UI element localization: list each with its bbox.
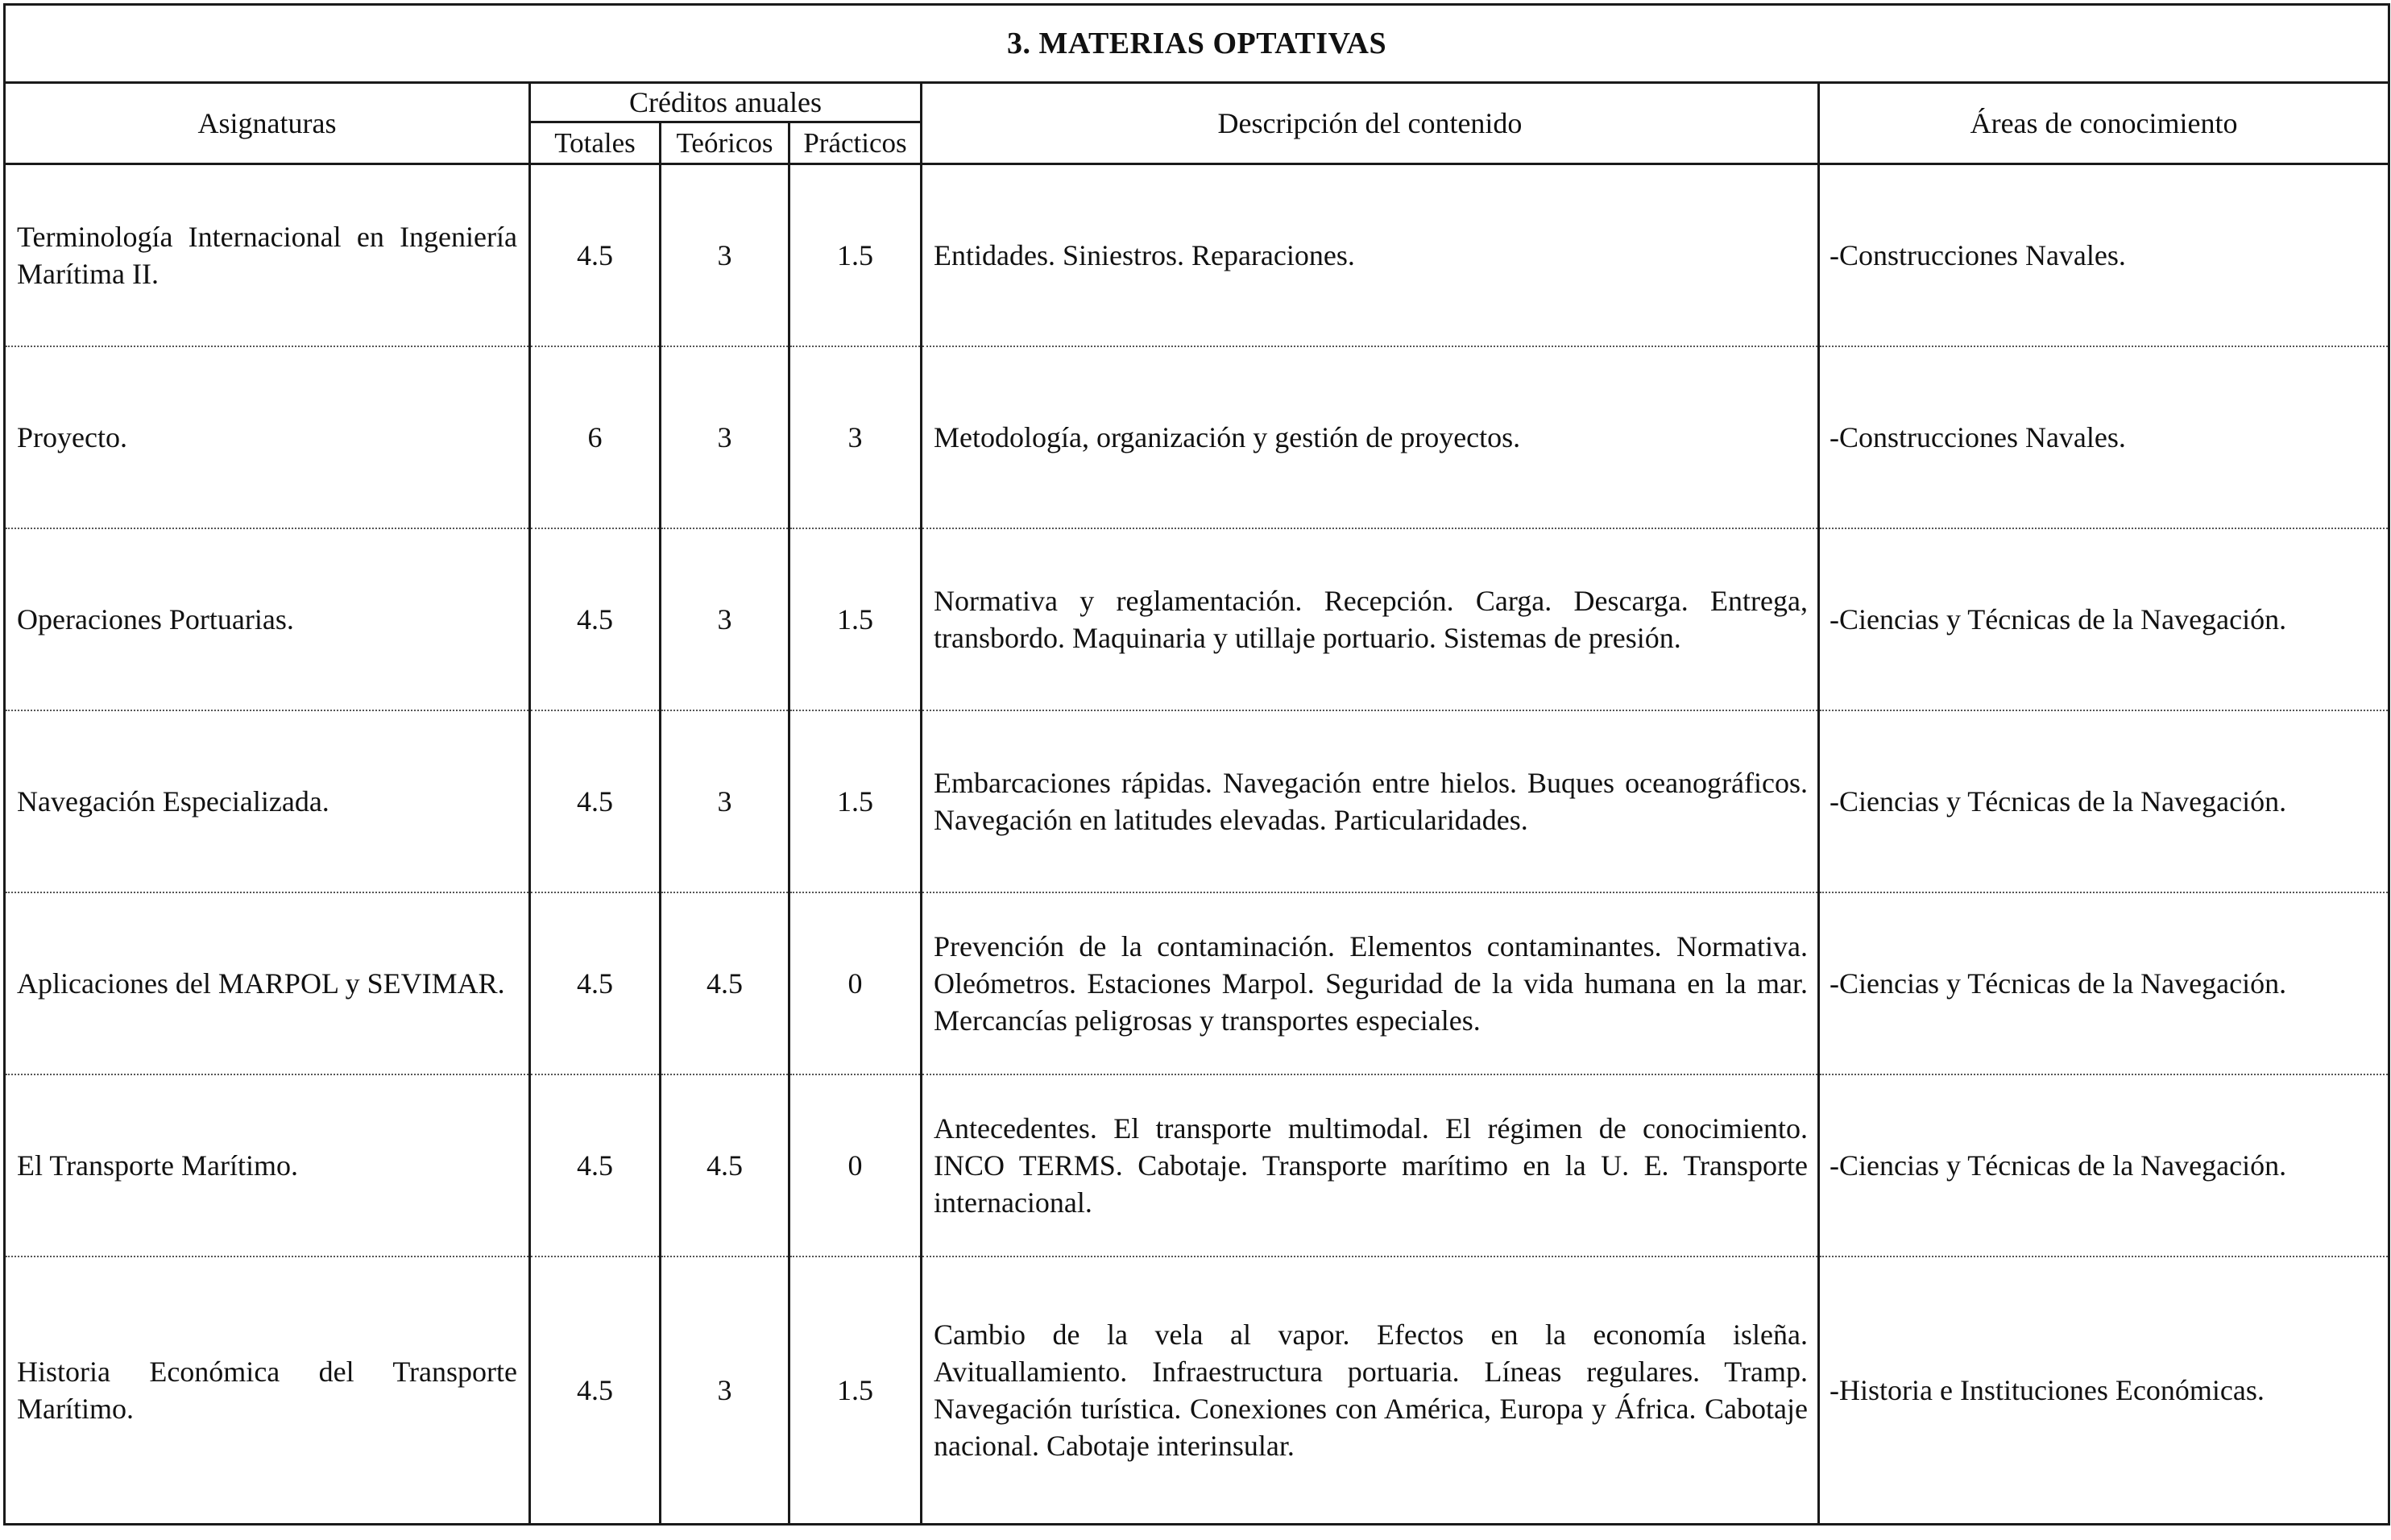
header-totales: Totales bbox=[530, 122, 661, 164]
credits-totales: 4.5 bbox=[530, 1256, 661, 1525]
credits-teoricos: 3 bbox=[661, 528, 789, 710]
credits-totales: 4.5 bbox=[530, 892, 661, 1074]
table-row bbox=[5, 1256, 2389, 1525]
materias-optativas-table bbox=[3, 3, 2390, 1526]
knowledge-area: -Ciencias y Técnicas de la Navegación. bbox=[1819, 1074, 2389, 1256]
content-description: Normativa y reglamentación. Recepción. Carga. Descarga. Entrega, transbordo. Maquinaria y utillaje portuario. Sistemas de presión. bbox=[922, 528, 1819, 710]
credits-practicos: 1.5 bbox=[789, 528, 922, 710]
knowledge-area: -Ciencias y Técnicas de la Navegación. bbox=[1819, 710, 2389, 892]
subject-name: Proyecto. bbox=[5, 346, 530, 528]
header-practicos: Prácticos bbox=[789, 122, 922, 164]
knowledge-area: -Construcciones Navales. bbox=[1819, 164, 2389, 346]
credits-teoricos: 4.5 bbox=[661, 892, 789, 1074]
credits-practicos: 1.5 bbox=[789, 710, 922, 892]
credits-practicos: 0 bbox=[789, 892, 922, 1074]
header-asignaturas: Asignaturas bbox=[5, 83, 530, 164]
credits-teoricos: 3 bbox=[661, 164, 789, 346]
header-creditos-anuales: Créditos anuales bbox=[530, 83, 922, 122]
table-row bbox=[5, 710, 2389, 892]
subject-name: El Transporte Marítimo. bbox=[5, 1074, 530, 1256]
header-teoricos: Teóricos bbox=[661, 122, 789, 164]
subject-name: Operaciones Portuarias. bbox=[5, 528, 530, 710]
knowledge-area: -Ciencias y Técnicas de la Navegación. bbox=[1819, 892, 2389, 1074]
document-page bbox=[3, 3, 2388, 1526]
subject-name: Navegación Especializada. bbox=[5, 710, 530, 892]
knowledge-area: -Historia e Instituciones Económicas. bbox=[1819, 1256, 2389, 1525]
credits-practicos: 0 bbox=[789, 1074, 922, 1256]
credits-practicos: 3 bbox=[789, 346, 922, 528]
knowledge-area: -Construcciones Navales. bbox=[1819, 346, 2389, 528]
header-descripcion: Descripción del contenido bbox=[922, 83, 1819, 164]
content-description: Antecedentes. El transporte multimodal. El régimen de conocimiento. INCO TERMS. Cabotaje. Transporte marítimo en la U. E. Transporte internacional. bbox=[922, 1074, 1819, 1256]
content-description: Prevención de la contaminación. Elementos contaminantes. Normativa. Oleómetros. Estaciones Marpol. Seguridad de la vida humana en la mar. Mercancías peligrosas y transportes especiales. bbox=[922, 892, 1819, 1074]
credits-teoricos: 3 bbox=[661, 710, 789, 892]
content-description: Entidades. Siniestros. Reparaciones. bbox=[922, 164, 1819, 346]
credits-totales: 4.5 bbox=[530, 164, 661, 346]
table-row bbox=[5, 892, 2389, 1074]
subject-name: Aplicaciones del MARPOL y SEVIMAR. bbox=[5, 892, 530, 1074]
content-description: Cambio de la vela al vapor. Efectos en la economía isleña. Avituallamiento. Infraestructura portuaria. Líneas regulares. Tramp. Navegación turística. Conexiones con América, Europa y África. Cabotaje nacional. Cabotaje interinsular. bbox=[922, 1256, 1819, 1525]
header-areas: Áreas de conocimiento bbox=[1819, 83, 2389, 164]
credits-teoricos: 3 bbox=[661, 346, 789, 528]
table-row bbox=[5, 528, 2389, 710]
subject-name: Historia Económica del Transporte Marítimo. bbox=[5, 1256, 530, 1525]
credits-totales: 4.5 bbox=[530, 710, 661, 892]
knowledge-area: -Ciencias y Técnicas de la Navegación. bbox=[1819, 528, 2389, 710]
table-row bbox=[5, 346, 2389, 528]
credits-practicos: 1.5 bbox=[789, 164, 922, 346]
content-description: Metodología, organización y gestión de proyectos. bbox=[922, 346, 1819, 528]
credits-teoricos: 4.5 bbox=[661, 1074, 789, 1256]
credits-totales: 6 bbox=[530, 346, 661, 528]
credits-teoricos: 3 bbox=[661, 1256, 789, 1525]
table-title: 3. MATERIAS OPTATIVAS bbox=[5, 5, 2389, 83]
table-row bbox=[5, 1074, 2389, 1256]
credits-totales: 4.5 bbox=[530, 528, 661, 710]
credits-totales: 4.5 bbox=[530, 1074, 661, 1256]
subject-name: Terminología Internacional en Ingeniería Marítima II. bbox=[5, 164, 530, 346]
content-description: Embarcaciones rápidas. Navegación entre hielos. Buques oceanográficos. Navegación en latitudes elevadas. Particularidades. bbox=[922, 710, 1819, 892]
credits-practicos: 1.5 bbox=[789, 1256, 922, 1525]
table-row bbox=[5, 164, 2389, 346]
